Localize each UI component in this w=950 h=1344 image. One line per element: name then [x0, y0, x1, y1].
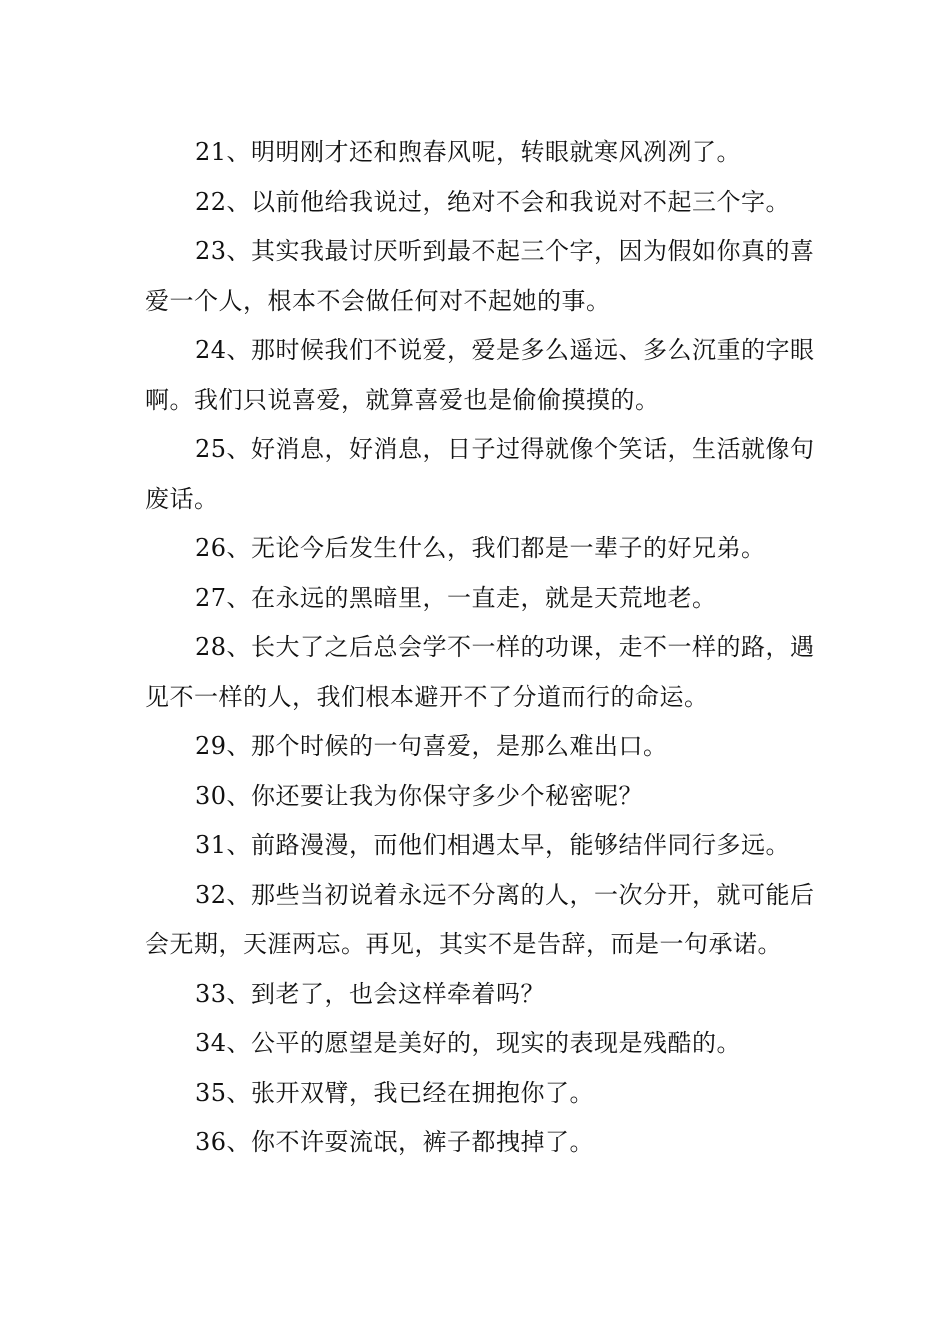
paragraph-28: 28、长大了之后总会学不一样的功课，走不一样的路，遇见不一样的人，我们根本避开不了分道而行的命运。 — [145, 633, 815, 711]
paragraph-24: 24、那时候我们不说爱，爱是多么遥远、多么沉重的字眼啊。我们只说喜爱，就算喜爱也是偷偷摸摸的。 — [145, 336, 815, 414]
paragraph-36: 36、你不许耍流氓，裤子都拽掉了。 — [195, 1128, 595, 1156]
document-body — [145, 128, 825, 1168]
paragraph-23: 23、其实我最讨厌听到最不起三个字，因为假如你真的喜爱一个人，根本不会做任何对不起她的事。 — [145, 237, 815, 315]
paragraph-29: 29、那个时候的一句喜爱，是那么难出口。 — [195, 732, 668, 760]
paragraph-21: 21、明明刚才还和煦春风呢，转眼就寒风冽冽了。 — [195, 138, 742, 166]
paragraph-33: 33、到老了，也会这样牵着吗？ — [195, 979, 546, 1008]
paragraph-31: 31、前路漫漫，而他们相遇太早，能够结伴同行多远。 — [195, 831, 791, 859]
paragraph-22: 22、以前他给我说过，绝对不会和我说对不起三个字。 — [195, 187, 791, 216]
paragraph-35: 35、张开双臂，我已经在拥抱你了。 — [195, 1078, 595, 1107]
paragraph-25: 25、好消息，好消息，日子过得就像个笑话，生活就像句废话。 — [145, 435, 815, 513]
paragraph-34: 34、公平的愿望是美好的，现实的表现是残酷的。 — [195, 1029, 742, 1057]
paragraph-26: 26、无论今后发生什么，我们都是一辈子的好兄弟。 — [195, 534, 766, 562]
paragraph-27: 27、在永远的黑暗里，一直走，就是天荒地老。 — [195, 583, 717, 612]
paragraph-30: 30、你还要让我为你保守多少个秘密呢？ — [195, 781, 644, 810]
paragraph-32: 32、那些当初说着永远不分离的人，一次分开，就可能后会无期，天涯两忘。再见，其实不是告辞，而是一句承诺。 — [145, 880, 815, 958]
